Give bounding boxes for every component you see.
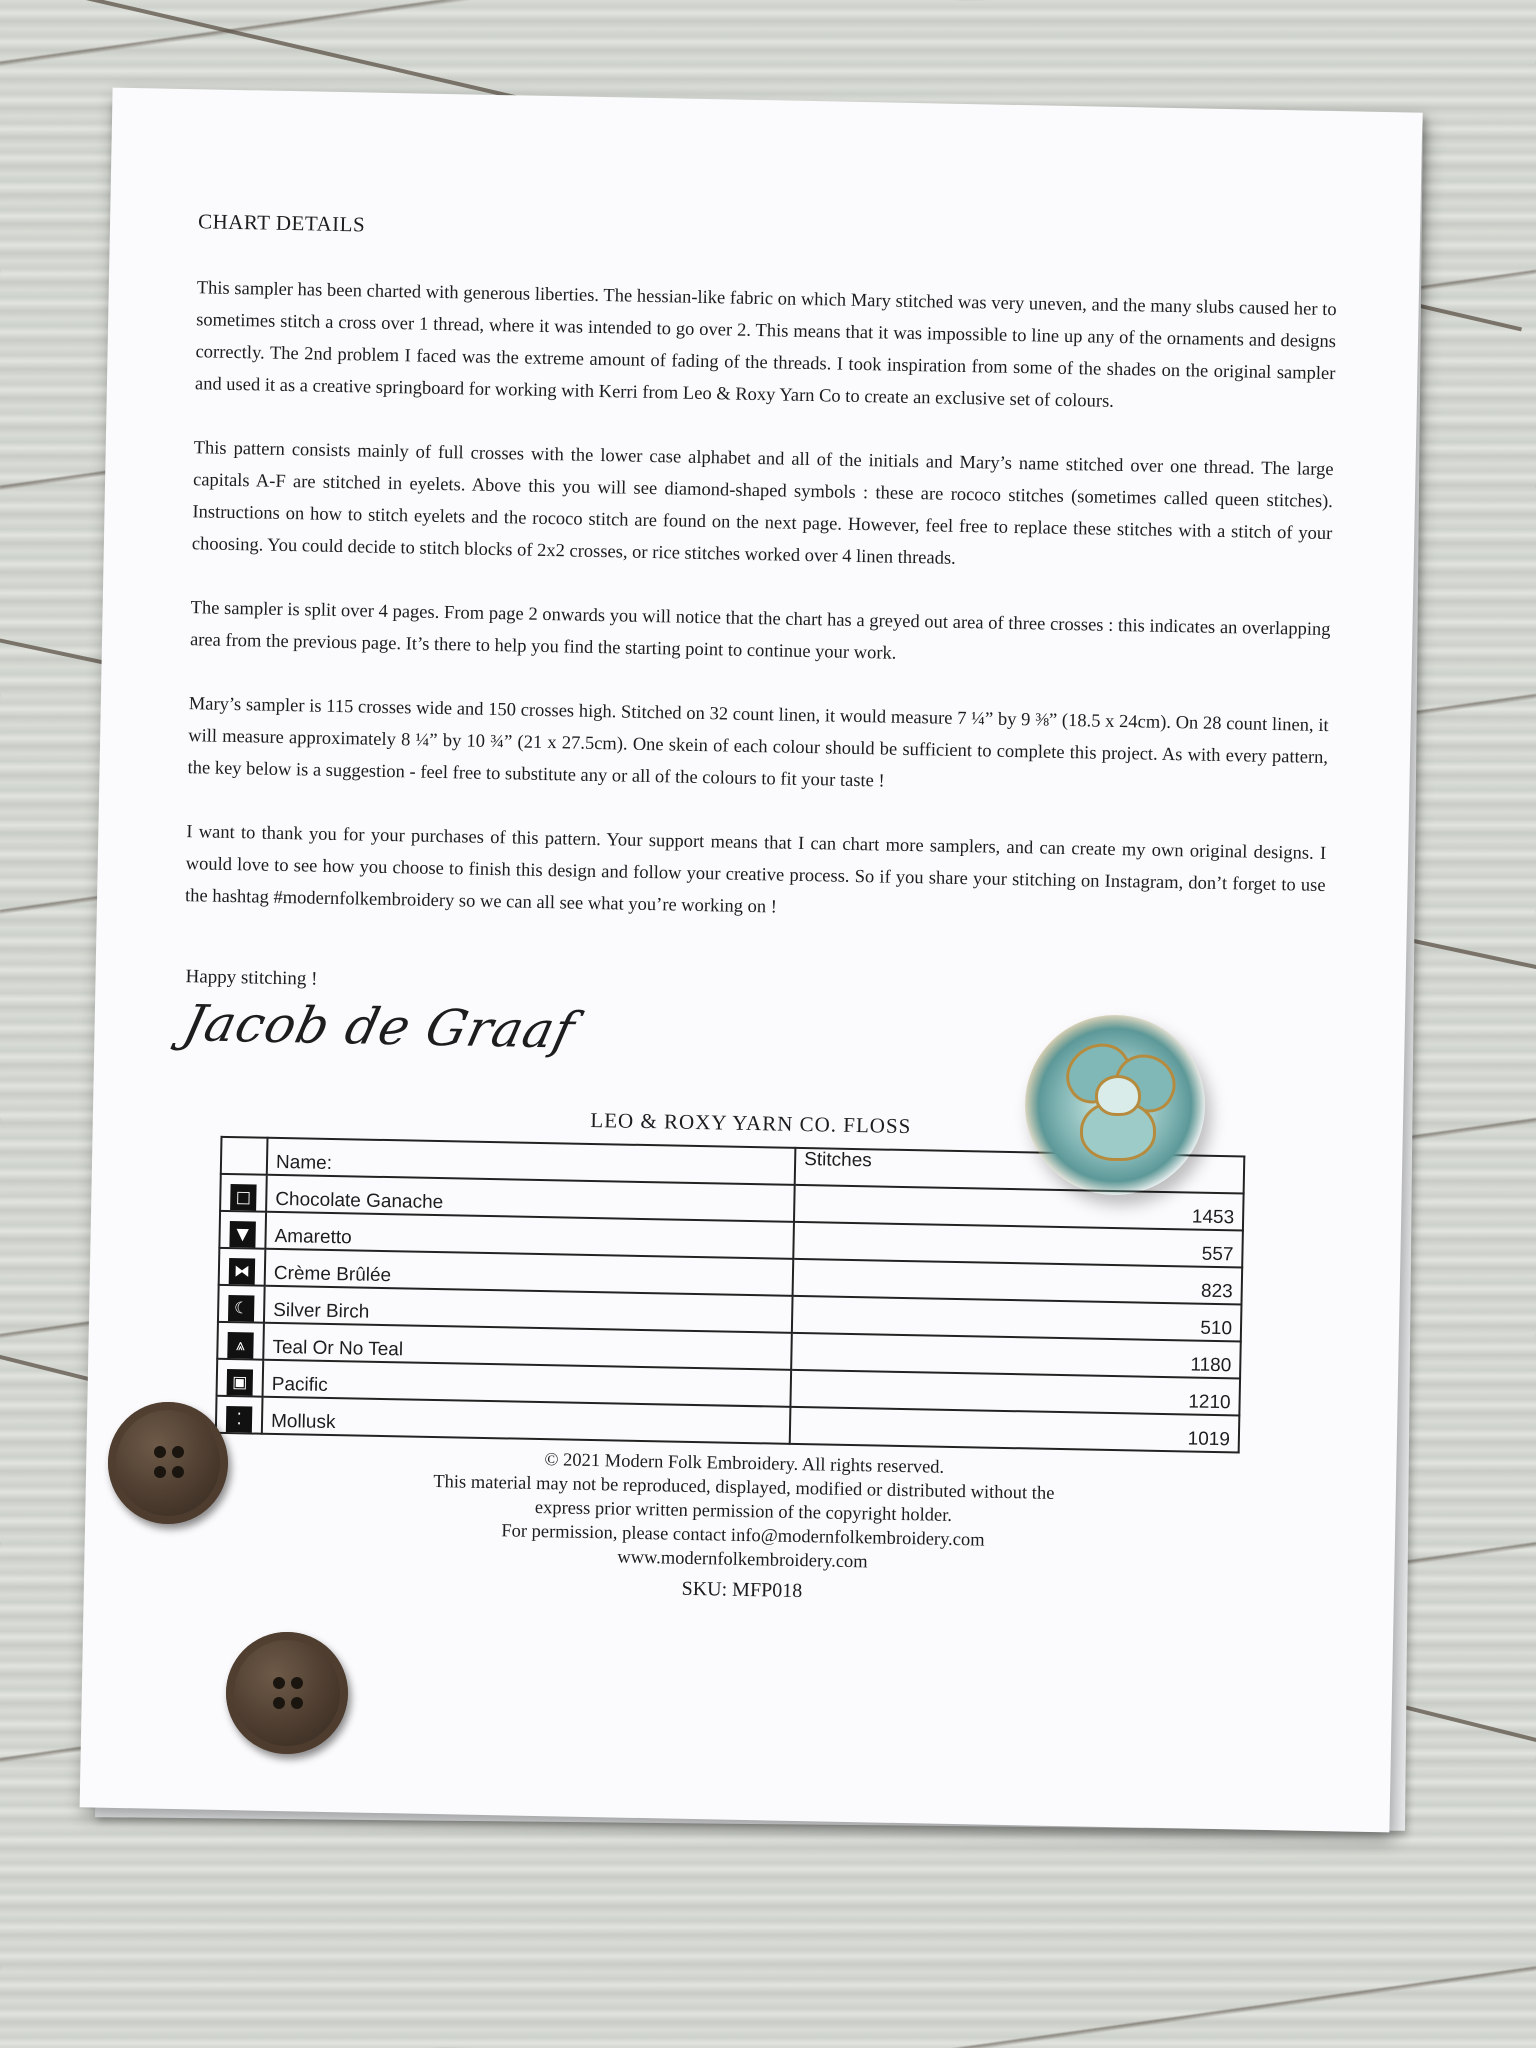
wooden-button-icon bbox=[226, 1632, 348, 1754]
sku-label: SKU: MFP018 bbox=[681, 1577, 803, 1603]
symbol-cell bbox=[216, 1396, 263, 1434]
triangle-symbol-icon: ▼ bbox=[229, 1221, 255, 1247]
closing-line: Happy stitching ! bbox=[185, 966, 318, 990]
floss-name: Pacific bbox=[263, 1360, 792, 1407]
stitch-count: 1019 bbox=[790, 1407, 1240, 1453]
stitch-count: 1180 bbox=[791, 1333, 1241, 1379]
button-hole bbox=[291, 1697, 303, 1709]
crescent-symbol-icon: ☾ bbox=[228, 1295, 254, 1321]
floss-name: Teal Or No Teal bbox=[263, 1323, 792, 1370]
stitch-count: 510 bbox=[792, 1296, 1242, 1342]
petal-shape bbox=[1095, 1075, 1141, 1116]
paragraph-3: The sampler is split over 4 pages. From page 2 onwards you will notice that the chart has a greyed out area of three crosses : this indicates an overlapping area from the previous page. It’s there to help you find the starting point to continue your work. bbox=[189, 598, 1331, 664]
symbol-cell bbox=[220, 1174, 267, 1212]
website-line: www.modernfolkembroidery.com bbox=[617, 1547, 868, 1573]
floss-name: Chocolate Ganache bbox=[266, 1175, 795, 1222]
copyright-notice-2: express prior written permission of the copyright holder. bbox=[534, 1497, 953, 1526]
paragraph-1: This sampler has been charted with generous liberties. The hessian-like fabric on which Mary stitched was very uneven, and the many slubs caused her to sometimes stitch a cross over 1 thread, where it was intended to go over 2. This means that it was impossible to line up any of the ornaments and designs correctly. The 2nd problem I faced was the extreme amount of fading of the threads. I took inspiration from some of the shades on the original sampler and used it as a creative springboard for working with Kerri from Leo & Roxy Yarn Co to create an exclusive set of colours. bbox=[194, 278, 1337, 412]
chevron-symbol-icon: ⩓ bbox=[227, 1332, 253, 1358]
paragraph-4: Mary’s sampler is 115 crosses wide and 150 crosses high. Stitched on 32 count linen, it would measure 7 ¼” by 9 ⅜” (18.5 x 24cm). On 28 count linen, it will measure approximately 8 ¼” by 10 ¾” (21 x 27.5cm). One skein of each colour should be sufficient to complete this project. As with every pattern, the key below is a suggestion - feel free to substitute any or all of the colours to fit your taste ! bbox=[187, 694, 1329, 792]
contact-line: For permission, please contact info@modernfolkembroidery.com bbox=[501, 1521, 985, 1551]
floss-table-title: LEO & ROXY YARN CO. FLOSS bbox=[590, 1107, 912, 1139]
wooden-button-icon bbox=[108, 1402, 228, 1524]
page-content bbox=[172, 209, 1338, 1613]
button-hole bbox=[154, 1446, 166, 1458]
floss-name: Silver Birch bbox=[264, 1286, 793, 1333]
signature: Jacob de Graaf bbox=[177, 994, 581, 1060]
floss-name: Mollusk bbox=[262, 1397, 791, 1444]
symbol-cell bbox=[217, 1359, 264, 1397]
paper-flower-icon bbox=[1025, 1015, 1205, 1195]
button-hole bbox=[154, 1466, 166, 1478]
stitch-count: 1453 bbox=[794, 1185, 1244, 1231]
name-column-header: Name: bbox=[267, 1138, 796, 1185]
pattern-page bbox=[80, 88, 1423, 1833]
dots-symbol-icon: ⁚ bbox=[226, 1406, 252, 1432]
stitch-count: 557 bbox=[793, 1222, 1243, 1268]
square-symbol-icon: □ bbox=[230, 1184, 256, 1210]
symbol-cell bbox=[218, 1285, 265, 1323]
copyright-line: © 2021 Modern Folk Embroidery. All rights reserved. bbox=[544, 1450, 945, 1478]
button-hole bbox=[273, 1677, 285, 1689]
stitch-count: 823 bbox=[793, 1259, 1243, 1305]
button-hole bbox=[172, 1466, 184, 1478]
button-hole bbox=[273, 1697, 285, 1709]
symbol-header-cell bbox=[221, 1137, 268, 1175]
nested-square-symbol-icon: ▣ bbox=[227, 1369, 253, 1395]
symbol-cell bbox=[219, 1248, 266, 1286]
copyright-footer bbox=[172, 1441, 1315, 1613]
floss-name: Amaretto bbox=[265, 1212, 794, 1259]
symbol-cell bbox=[217, 1322, 264, 1360]
stitches-column-header: Stitches bbox=[795, 1148, 1245, 1194]
symbol-cell bbox=[219, 1211, 266, 1249]
bowtie-symbol-icon: ⧓ bbox=[229, 1258, 255, 1284]
stitch-count: 1210 bbox=[790, 1370, 1240, 1416]
button-hole bbox=[172, 1446, 184, 1458]
paragraph-5: I want to thank you for your purchases of this pattern. Your support means that I can chart more samplers, and can create my own original designs. I would love to see how you choose to finish this design and follow your creative process. So if you share your stitching on Instagram, don’t forget to use the hashtag #modernfolkembroidery so we can all see what you’re working on ! bbox=[184, 822, 1327, 918]
paragraph-2: This pattern consists mainly of full crosses with the lower case alphabet and all of the initials and Mary’s name stitched over one thread. The large capitals A-F are stitched in eyelets. Above this you will see diamond-shaped symbols : these are rococo stitches (sometimes called queen stitches). Instructions on how to stitch eyelets and the rococo stitch are found on the next page. However, feel free to replace these stitches with a stitch of your choosing. You could decide to stitch blocks of 2x2 crosses, or rice stitches worked over 4 linen threads. bbox=[191, 438, 1334, 569]
copyright-notice-1: This material may not be reproduced, displayed, modified or distributed without the bbox=[433, 1471, 1055, 1504]
button-hole bbox=[291, 1677, 303, 1689]
floss-name: Crème Brûlée bbox=[265, 1249, 794, 1296]
page-heading: CHART DETAILS bbox=[197, 209, 366, 237]
